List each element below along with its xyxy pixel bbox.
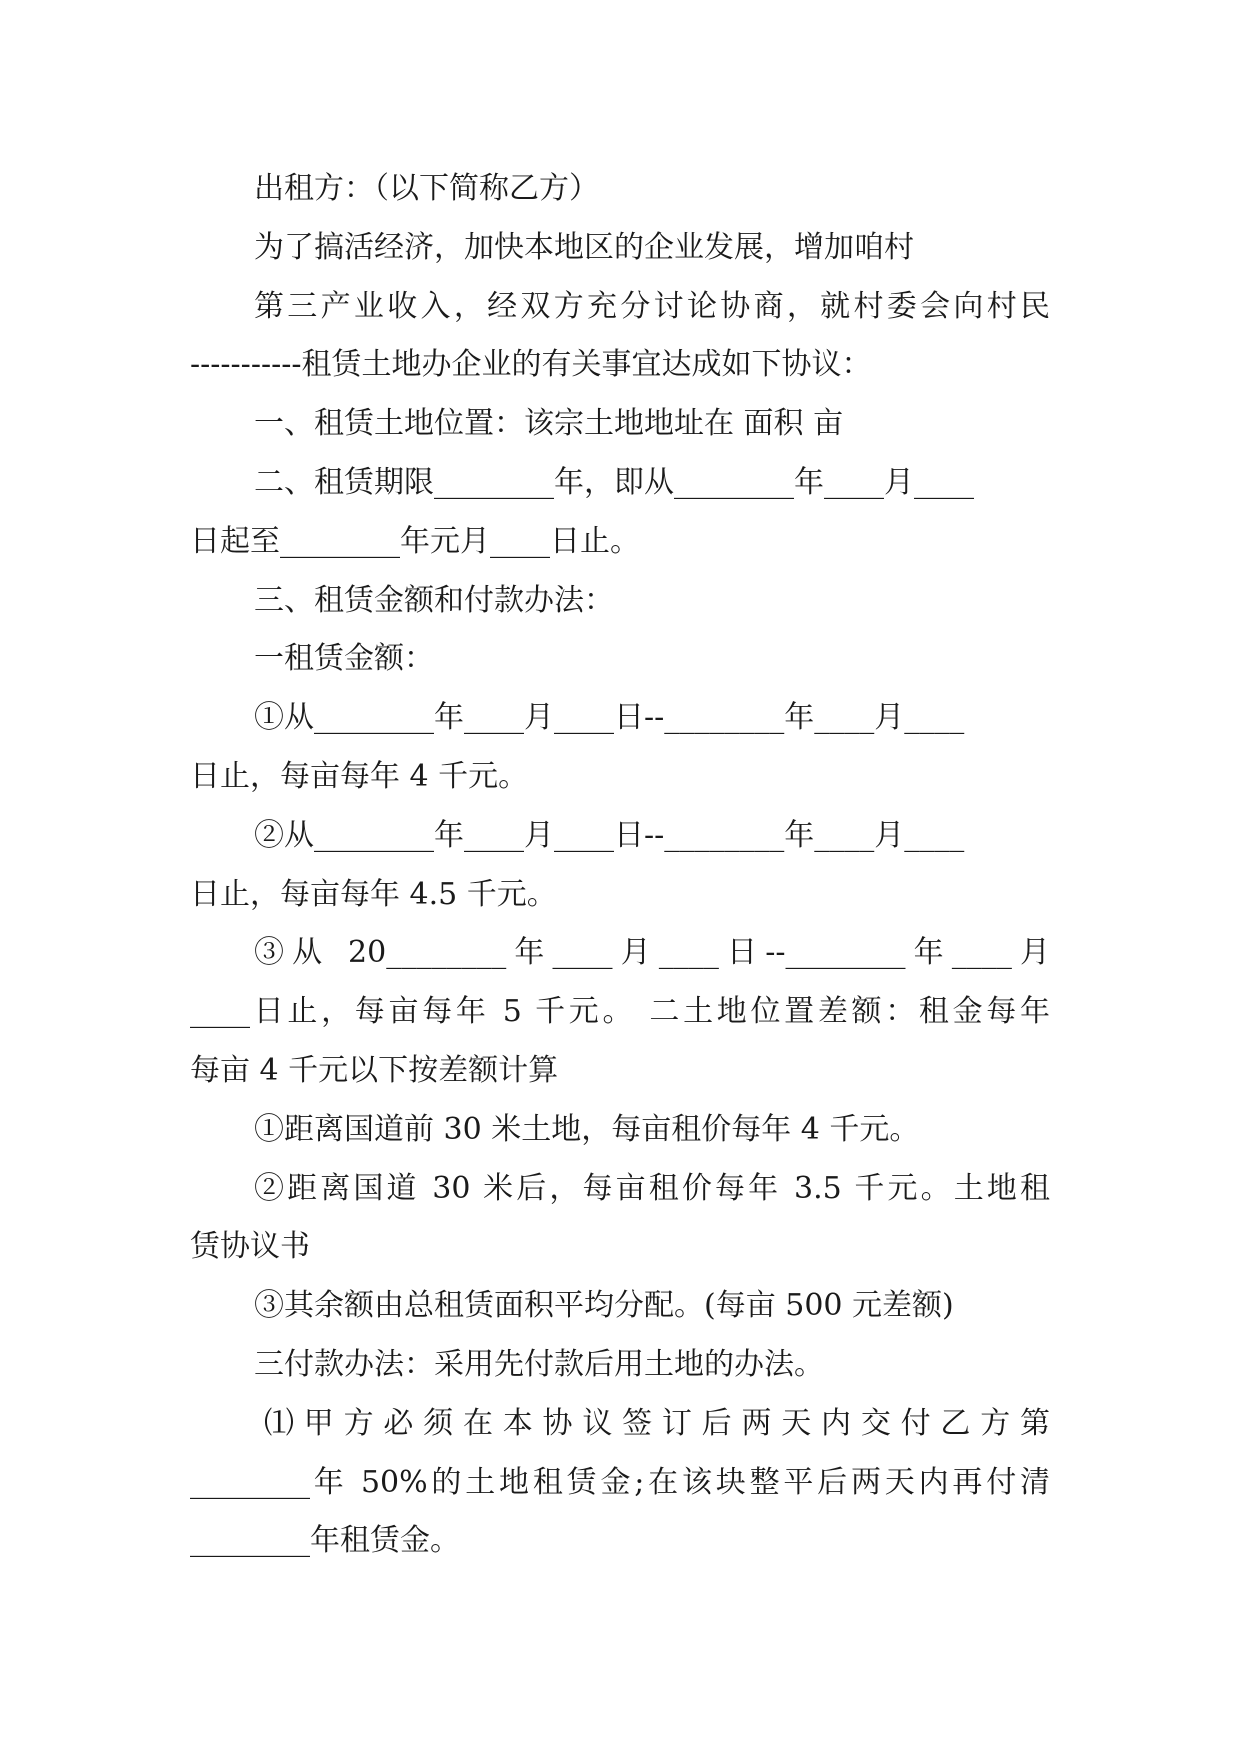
rent-item-3: ③从 20________年____月____日--________年____月 — [254, 935, 1050, 971]
subheading-rent-amount: 一租赁金额： — [254, 641, 434, 677]
subheading-payment-method: 三付款办法：采用先付款后用土地的办法。 — [254, 1346, 824, 1382]
paragraph-preamble-end: -----------租赁土地办企业的有关事宜达成如下协议： — [190, 347, 872, 383]
rent-item-3-cont: ____日止，每亩每年 5 千元。 二土地位置差额：租金每年 — [190, 994, 1050, 1030]
clause-1-location: 一、租赁土地位置：该宗土地地址在 面积 亩 — [254, 406, 844, 442]
rent-item-1: ①从________年____月____日--________年____月____ — [254, 700, 965, 736]
clause-2-term: 二、租赁期限________年，即从________年____月____ — [254, 464, 974, 500]
payment-item-1-end: ________年租赁金。 — [190, 1523, 460, 1559]
difference-item-2: ②距离国道 30 米后，每亩租价每年 3.5 千元。土地租 — [254, 1170, 1050, 1206]
payment-item-1-cont: ________年 50%的土地租赁金;在该块整平后两天内再付清 — [190, 1464, 1050, 1500]
document-page — [190, 160, 1050, 1571]
payment-item-1: ⑴甲方必须在本协议签订后两天内交付乙方第 — [264, 1405, 1050, 1441]
paragraph-preamble-cont: 第三产业收入，经双方充分讨论协商，就村委会向村民 — [254, 288, 1050, 324]
paragraph-lessor: 出租方：（以下简称乙方） — [254, 171, 599, 206]
difference-item-2-cont: 赁协议书 — [190, 1229, 310, 1265]
paragraph-preamble: 为了搞活经济，加快本地区的企业发展，增加咱村 — [254, 229, 914, 265]
clause-2-term-cont: 日起至________年元月____日止。 — [190, 523, 640, 559]
rent-item-1-cont: 日止，每亩每年 4 千元。 — [190, 758, 529, 794]
location-difference-text: 每亩 4 千元以下按差额计算 — [190, 1052, 559, 1088]
clause-3-heading: 三、租赁金额和付款办法： — [254, 582, 614, 618]
difference-item-3: ③其余额由总租赁面积平均分配。(每亩 500 元差额) — [254, 1288, 954, 1324]
rent-item-2-cont: 日止，每亩每年 4.5 千元。 — [190, 876, 557, 912]
difference-item-1: ①距离国道前 30 米土地，每亩租价每年 4 千元。 — [254, 1111, 920, 1147]
rent-item-2: ②从________年____月____日--________年____月____ — [254, 817, 965, 853]
